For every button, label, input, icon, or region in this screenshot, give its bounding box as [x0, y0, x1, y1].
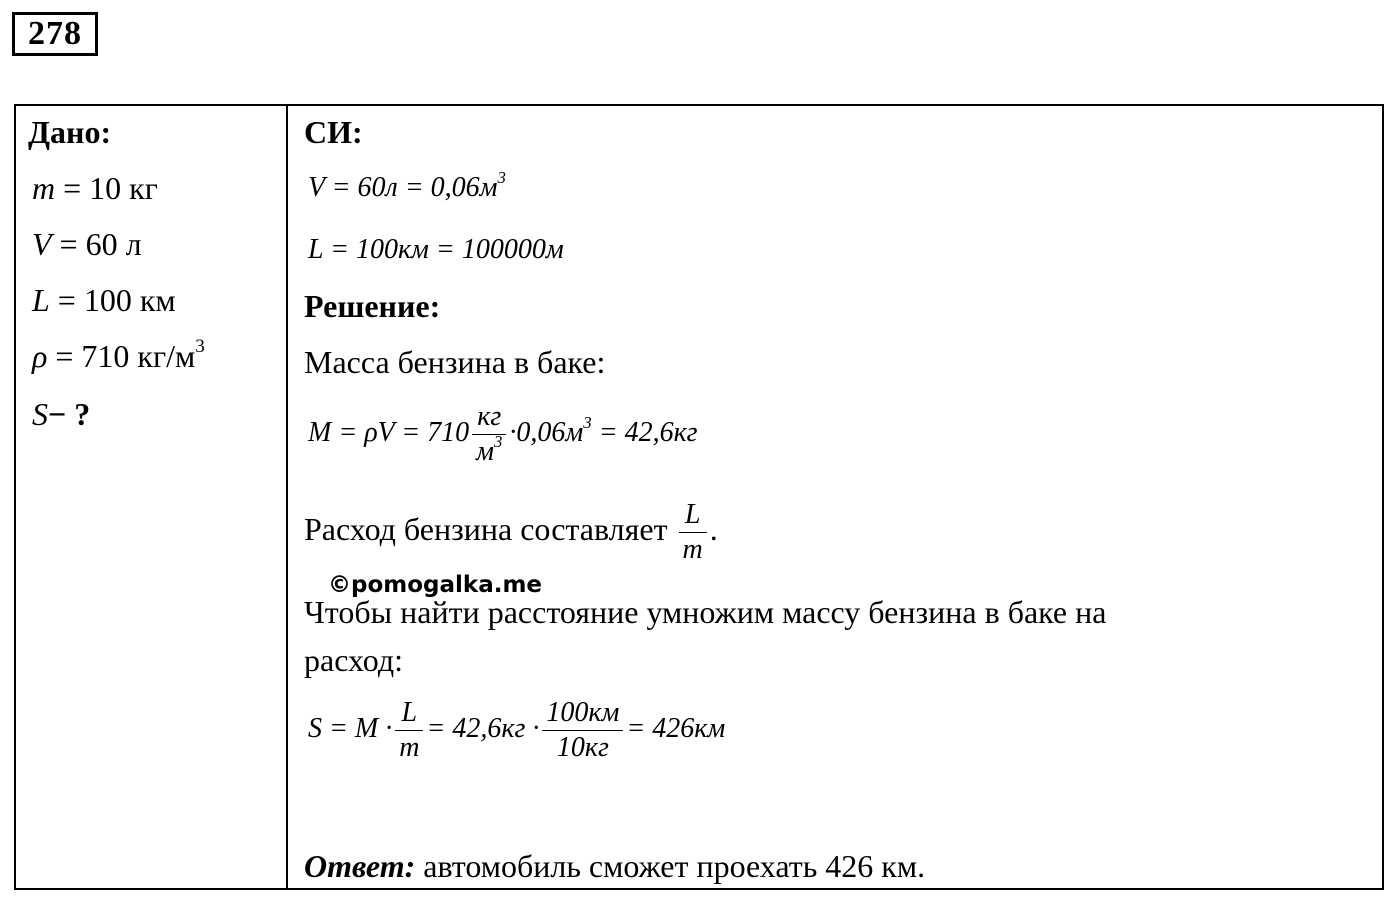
density-unit-fraction [472, 400, 506, 469]
si-volume-formula [308, 168, 506, 204]
mass-formula-mid: ·0,06м [509, 416, 584, 448]
si-volume-exponent: 3 [497, 168, 506, 188]
distance-text-line-2: расход: [304, 642, 404, 678]
si-distance-formula: L = 100км = 100000м [308, 234, 564, 265]
distance-formula [308, 696, 725, 765]
mass-formula-rhs: = 42,6кг [591, 416, 698, 448]
fraction-denominator-text: м [476, 436, 495, 467]
consumption-fraction-2 [395, 696, 423, 765]
given-value: = 10 кг [55, 170, 158, 206]
given-distance-per-kg [32, 282, 176, 319]
fraction-numerator: L [395, 696, 423, 731]
rate-fraction [542, 696, 623, 765]
given-value: = 100 км [49, 282, 176, 318]
distance-formula-mid: = 42,6кг · [426, 712, 540, 744]
given-value: = 710 кг/м [47, 338, 196, 374]
watermark: ©pomogalka.me [328, 572, 543, 598]
consumption-fraction [679, 498, 707, 567]
fraction-denominator-exponent: 3 [494, 432, 503, 452]
fraction-denominator: m [399, 732, 420, 763]
fraction-numerator: L [679, 498, 707, 533]
given-column [16, 106, 286, 888]
given-question: − ? [48, 396, 91, 432]
given-var: ρ [32, 338, 48, 374]
mass-label: Масса бензина в баке: [304, 344, 606, 380]
given-unknown [32, 396, 90, 433]
given-value: = 60 л [51, 226, 142, 262]
solution-table [14, 104, 1384, 890]
fraction-numerator: кг [472, 400, 506, 435]
mass-formula-lhs: M = ρV = 710 [308, 416, 470, 448]
given-volume [32, 226, 142, 263]
mass-formula [308, 400, 698, 469]
mass-formula-exponent: 3 [583, 413, 592, 433]
distance-formula-lhs: S = M · [308, 712, 393, 744]
given-var: S [32, 396, 48, 432]
fraction-denominator: m [682, 534, 703, 565]
given-var: L [32, 282, 50, 318]
consumption-text: Расход бензина составляет [304, 510, 668, 547]
distance-text-line-1: Чтобы найти расстояние умножим массу бензина в баке на [304, 594, 1107, 630]
si-volume-text: V = 60л = 0,06м [308, 172, 498, 203]
si-heading: СИ: [304, 114, 363, 150]
given-density [32, 338, 205, 375]
problem-number: 278 [12, 12, 98, 56]
answer-line [304, 848, 925, 885]
fraction-denominator: 10кг [556, 732, 609, 763]
given-var: V [32, 226, 52, 262]
given-mass [32, 170, 158, 207]
given-exponent: 3 [195, 336, 205, 358]
fraction-numerator: 100км [542, 696, 623, 731]
consumption-line [304, 498, 718, 567]
solution-column [288, 106, 1382, 888]
answer-label: Ответ: [304, 848, 416, 884]
consumption-end: . [709, 510, 718, 547]
distance-formula-rhs: = 426км [626, 712, 726, 744]
given-var: m [32, 170, 56, 206]
answer-text: автомобиль сможет проехать 426 км. [415, 848, 926, 884]
given-heading: Дано: [28, 114, 112, 150]
solution-heading: Решение: [304, 288, 441, 324]
fraction-denominator [472, 432, 506, 469]
